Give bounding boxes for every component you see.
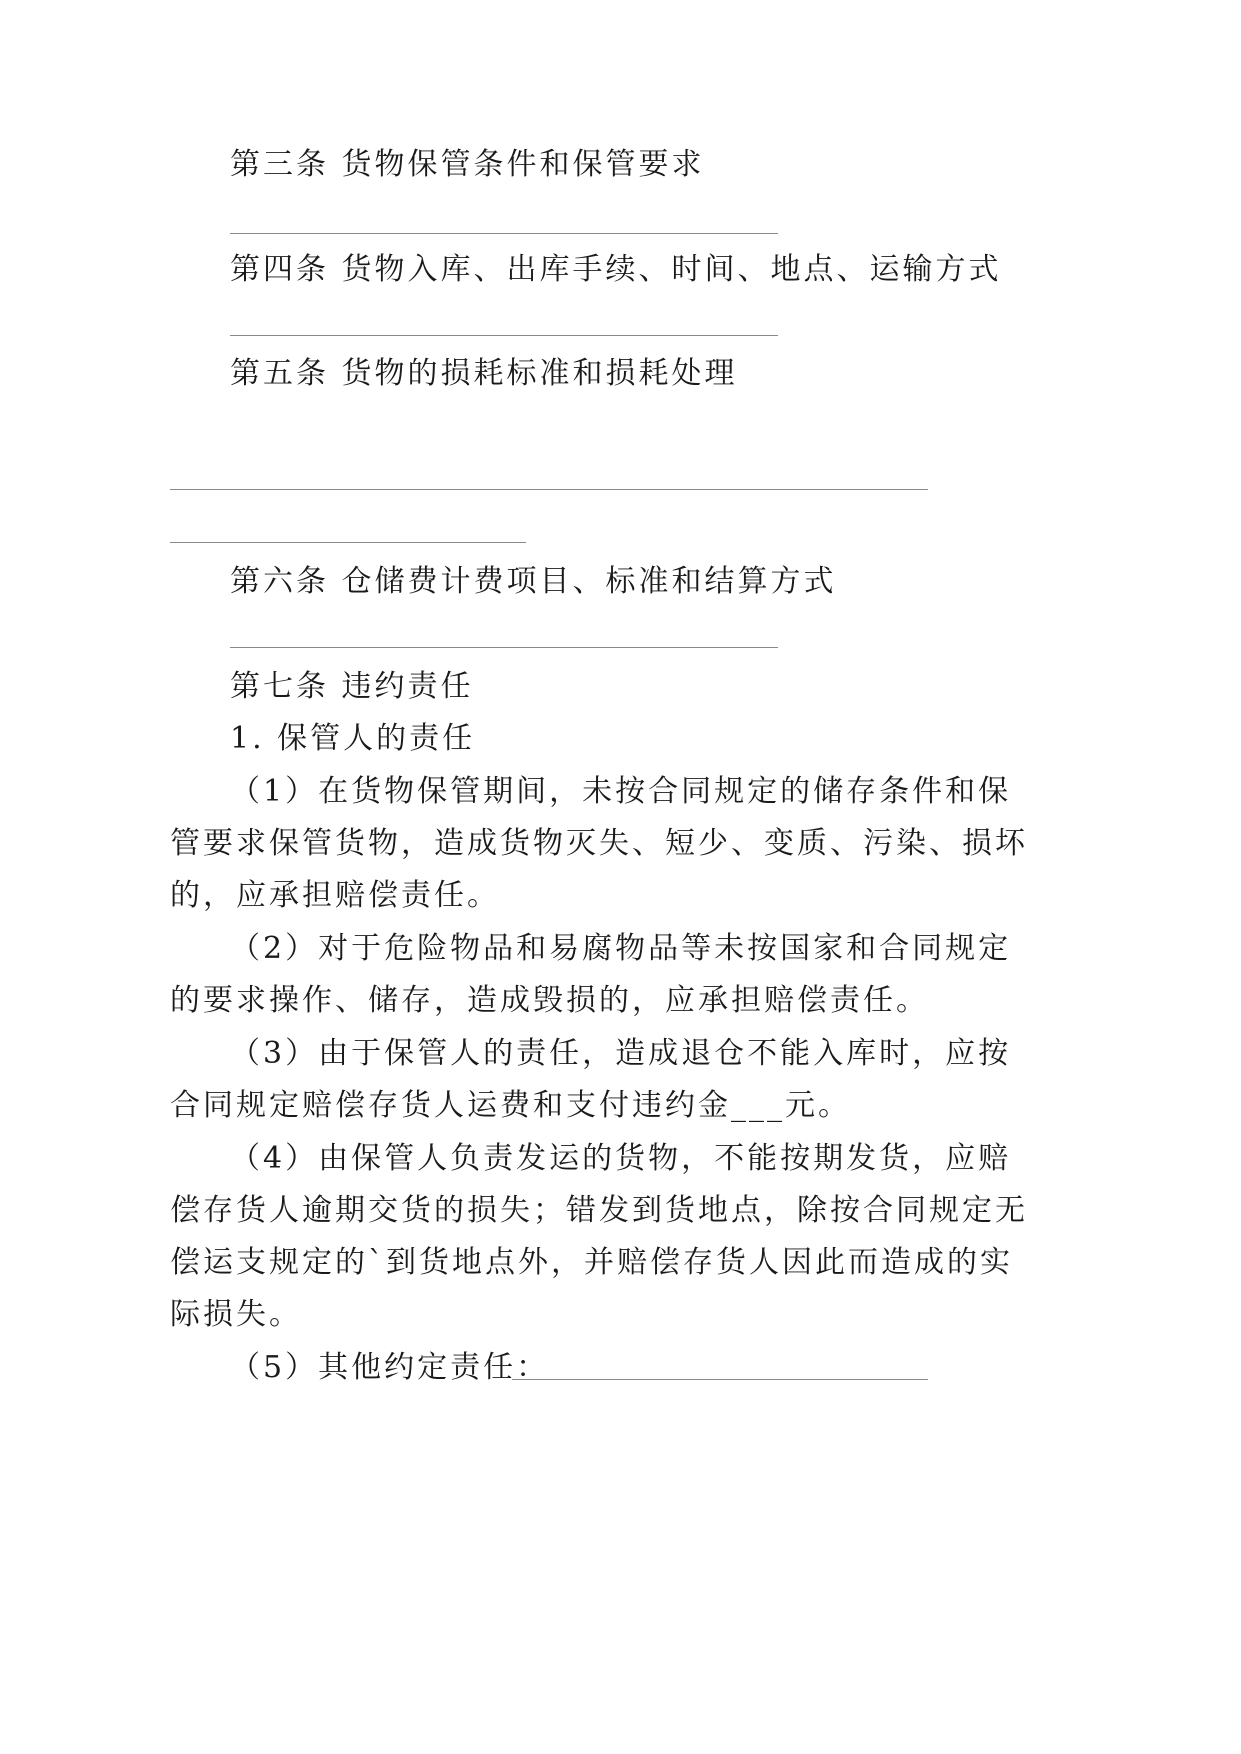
article-6-fill-line [230,647,778,648]
clause-4-line-3: 偿运支规定的`到货地点外，并赔偿存货人因此而造成的实 [170,1245,1013,1280]
clause-1-line-2: 管要求保管货物，造成货物灭失、短少、变质、污染、损坏 [170,826,1028,861]
clause-3-line-2: 合同规定赔偿存货人运费和支付违约金___元。 [170,1088,851,1123]
article-4-title: 第四条 货物入库、出库手续、时间、地点、运输方式 [230,252,1002,287]
clause-2-line-1: （2）对于危险物品和易腐物品等未按国家和合同规定 [230,931,1012,966]
clause-4-line-1: （4）由保管人负责发运的货物，不能按期发货，应赔 [230,1141,1012,1176]
clause-5-fill-line [512,1379,928,1380]
article-3-fill-line [230,233,778,234]
clause-3-line-1: （3）由于保管人的责任，造成退仓不能入库时，应按 [230,1036,1012,1071]
clause-2-line-2: 的要求操作、储存，造成毁损的，应承担赔偿责任。 [170,983,929,1018]
clause-4-line-2: 偿存货人逾期交货的损失；错发到货地点，除按合同规定无 [170,1193,1028,1228]
article-5-fill-line-1 [170,489,928,490]
article-5-fill-line-2 [170,542,526,543]
clause-1-line-1: （1）在货物保管期间，未按合同规定的储存条件和保 [230,774,1012,809]
clause-5-label: （5）其他约定责任： [230,1350,550,1385]
article-6-title: 第六条 仓储费计费项目、标准和结算方式 [230,564,837,599]
article-3-title: 第三条 货物保管条件和保管要求 [230,147,705,182]
section-1-heading: 1. 保管人的责任 [230,721,476,756]
article-4-fill-line [230,335,778,336]
clause-1-line-3: 的，应承担赔偿责任。 [170,878,500,913]
clause-4-line-4: 际损失。 [170,1297,302,1332]
article-5-title: 第五条 货物的损耗标准和损耗处理 [230,356,738,391]
article-7-title: 第七条 违约责任 [230,669,474,704]
